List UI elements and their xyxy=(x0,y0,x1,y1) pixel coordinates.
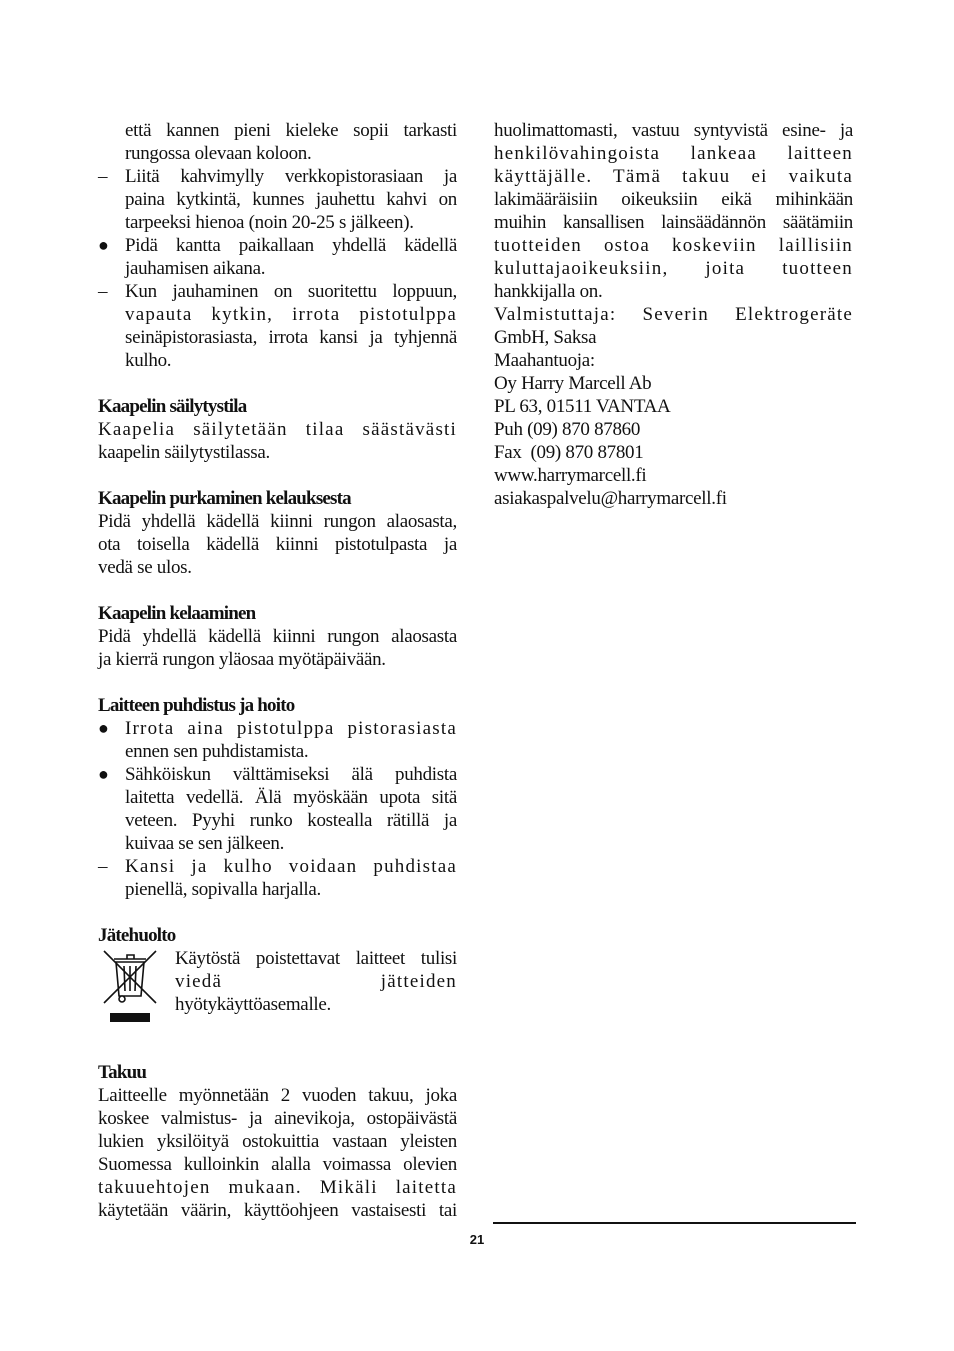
text-line: paina kytkintä, kunnes jauhettu kahvi on xyxy=(125,189,457,210)
manufacturer-line: GmbH, Saksa xyxy=(494,327,597,348)
text-line: lukien yksilöityä ostokuittia vastaan yleisten xyxy=(98,1131,457,1152)
section-heading: Kaapelin kelaaminen xyxy=(98,603,256,624)
text-line: Liitä kahvimylly verkkopistorasiaan ja xyxy=(125,166,457,187)
text-line: ota toisella kädellä kiinni pistotulpasta ja xyxy=(98,534,457,555)
text-line: koskee valmistus- ja ainevikoja, ostopäivästä xyxy=(98,1108,457,1129)
text-line: rungossa olevaan koloon. xyxy=(125,143,312,164)
text-line: kaapelin säilytystilassa. xyxy=(98,442,270,463)
dash-marker: – xyxy=(98,856,108,877)
text-line: ja kierrä rungon yläosaa myötäpäivään. xyxy=(98,649,386,670)
manufacturer-line: Valmistuttaja: Severin Elektrogeräte xyxy=(494,304,853,325)
dash-marker: – xyxy=(98,166,108,187)
bullet-marker: ● xyxy=(98,764,109,784)
importer-label: Maahantuoja: xyxy=(494,350,595,371)
text-line: huolimattomasti, vastuu syntyvistä esine- ja xyxy=(494,120,853,141)
text-line: muihin kansallisen lainsäädännön säätämiin xyxy=(494,212,853,233)
crossed-out-wheelie-bin-icon xyxy=(100,947,160,1025)
importer-phone: Puh (09) 870 87860 xyxy=(494,419,641,440)
importer-name: Oy Harry Marcell Ab xyxy=(494,373,652,394)
text-line: Kun jauhaminen on suoritettu loppuun, xyxy=(125,281,457,302)
text-line: Sähköiskun välttämiseksi älä puhdista xyxy=(125,764,457,785)
left-column xyxy=(98,119,457,1222)
footer-rule xyxy=(493,1222,856,1224)
text-line: Laitteelle myönnetään 2 vuoden takuu, joka xyxy=(98,1085,457,1106)
text-line: henkilövahingoista lankeaa laitteen xyxy=(494,143,853,164)
text-line: tuotteiden ostoa koskeviin laillisiin xyxy=(494,235,853,256)
list-item xyxy=(98,763,457,855)
list-item xyxy=(98,717,457,763)
text-line: Irrota aina pistotulppa pistorasiasta xyxy=(125,718,457,739)
intro-continuation xyxy=(98,119,457,165)
importer-address: PL 63, 01511 VANTAA xyxy=(494,396,671,417)
text-line: vedä se ulos. xyxy=(98,557,192,578)
text-line: Pidä yhdellä kädellä kiinni rungon alaosasta xyxy=(98,626,457,647)
website-link[interactable]: www.harrymarcell.fi xyxy=(494,465,647,486)
section-heading: Takuu xyxy=(98,1062,147,1083)
text-line: kulho. xyxy=(125,350,172,371)
disposal-block xyxy=(98,947,457,1025)
importer-fax: Fax (09) 870 87801 xyxy=(494,442,644,463)
text-line: kuluttajaoikeuksiin, joita tuotteen xyxy=(494,258,853,279)
text-line: hyötykäyttöasemalle. xyxy=(175,994,331,1015)
bullet-marker: ● xyxy=(98,718,109,738)
text-line: Pidä yhdellä kädellä kiinni rungon alaosasta, xyxy=(98,511,457,532)
text-line: Suomessa kulloinkin alalla voimassa olevien xyxy=(98,1154,457,1175)
text-line: jauhamisen aikana. xyxy=(125,258,266,279)
text-line: Kaapelia säilytetään tilaa säästävästi xyxy=(98,419,457,440)
text-line: pienellä, sopivalla harjalla. xyxy=(125,879,321,900)
text-line: hankkijalla on. xyxy=(494,281,603,302)
right-column xyxy=(494,119,853,510)
text-line: Pidä kantta paikallaan yhdellä kädellä xyxy=(125,235,457,256)
text-line: vapauta kytkin, irrota pistotulppa xyxy=(125,304,457,325)
section-heading: Jätehuolto xyxy=(98,925,176,946)
list-item xyxy=(98,855,457,901)
text-line: tarpeeksi hienoa (noin 20-25 s jälkeen). xyxy=(125,212,414,233)
text-line: veteen. Pyyhi runko kostealla rätillä ja xyxy=(125,810,457,831)
section-heading: Kaapelin säilytystila xyxy=(98,396,247,417)
list-item xyxy=(98,280,457,372)
email-link[interactable]: asiakaspalvelu@harrymarcell.fi xyxy=(494,488,727,509)
text-line: viedä jätteiden xyxy=(175,971,457,992)
text-line: lakimääräisiin oikeuksiin eikä mihinkään xyxy=(494,189,853,210)
bullet-marker: ● xyxy=(98,235,109,255)
text-line: käytetään väärin, käyttöohjeen vastaisesti tai xyxy=(98,1200,457,1221)
text-line: Kansi ja kulho voidaan puhdistaa xyxy=(125,856,457,877)
list-item xyxy=(98,165,457,234)
text-line: että kannen pieni kieleke sopii tarkasti xyxy=(125,120,457,141)
dash-marker: – xyxy=(98,281,108,302)
text-line: Käytöstä poistettavat laitteet tulisi xyxy=(175,948,457,969)
text-line: laitetta vedellä. Älä myöskään upota sitä xyxy=(125,787,457,808)
page-number: 21 xyxy=(469,1232,485,1247)
section-heading: Kaapelin purkaminen kelauksesta xyxy=(98,488,351,509)
list-item xyxy=(98,234,457,280)
section-heading: Laitteen puhdistus ja hoito xyxy=(98,695,295,716)
text-line: kuivaa se sen jälkeen. xyxy=(125,833,285,854)
text-line: käyttäjälle. Tämä takuu ei vaikuta xyxy=(494,166,853,187)
text-line: takuuehtojen mukaan. Mikäli laitetta xyxy=(98,1177,457,1198)
text-line: ennen sen puhdistamista. xyxy=(125,741,309,762)
text-line: seinäpistorasiasta, irrota kansi ja tyhjennä xyxy=(125,327,457,348)
